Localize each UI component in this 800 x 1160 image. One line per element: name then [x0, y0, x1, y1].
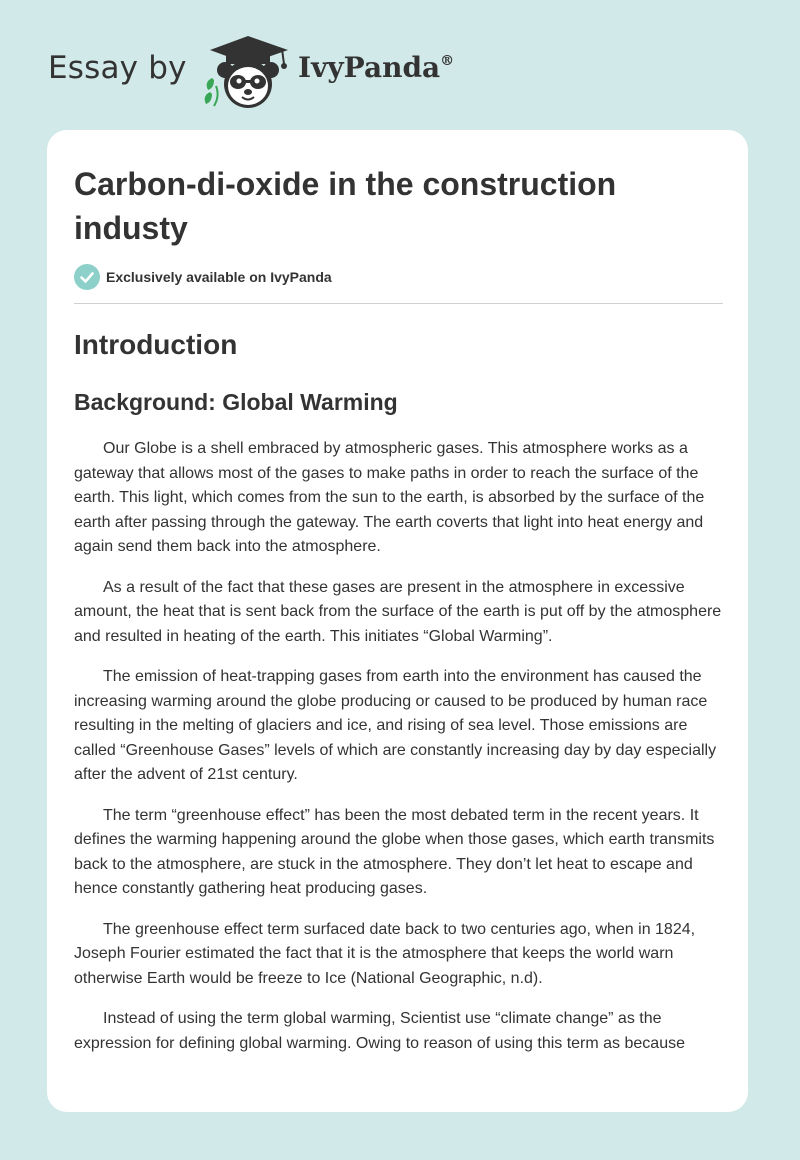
essay-body [74, 437, 724, 1072]
check-circle-icon [74, 264, 100, 290]
paragraph: Our Globe is a shell embraced by atmospheric gases. This atmosphere works as a gateway that allows most of the gases to make paths in order to reach the surface of the earth. This light, which comes from the sun to the earth, is absorbed by the surface of the earth after passing through the gateway. The earth coverts that light into heat energy and again send them back into the atmosphere. [74, 440, 705, 555]
registered-mark: ® [440, 53, 455, 69]
paragraph: The term “greenhouse effect” has been the most debated term in the recent years. It defines the warming happening around the globe when those gases, which earth transmits back to the atmosphere, are stuck in the atmosphere. They don’t let heat to escape and hence constantly gathering heat producing gases. [74, 806, 715, 897]
essay-by-label: Essay by [48, 50, 187, 86]
essay-card [47, 130, 748, 1112]
ivypanda-panda-icon [198, 34, 294, 110]
ivypanda-brand-name[interactable] [298, 51, 454, 84]
paragraph: As a result of the fact that these gases are present in the atmosphere in excessive amount, the heat that is sent back from the surface of the earth is put off by the atmosphere and resulted in heating of the earth. This initiates “Global Warming”. [74, 578, 722, 645]
title-divider [74, 303, 723, 304]
brand-text: IvyPanda [298, 51, 441, 84]
essay-title: Carbon-di-oxide in the construction industy [74, 166, 617, 246]
exclusive-badge [74, 264, 332, 290]
site-header [0, 0, 800, 130]
paragraph: The emission of heat-trapping gases from earth into the environment has caused the increasing warming around the globe producing or caused to be produced by human race resulting in the melting of glaciers and ice, and rising of sea level. Those emissions are called “Greenhouse Gases” levels of which are constantly increasing day by day especially after the advent of 21st century. [74, 668, 717, 783]
paragraph: Instead of using the term global warming, Scientist use “climate change” as the expression for defining global warming. Owing to reason of using this term as because [74, 1010, 685, 1052]
exclusive-label: Exclusively available on IvyPanda [106, 269, 332, 285]
section-heading: Introduction [74, 329, 238, 360]
paragraph: The greenhouse effect term surfaced date back to two centuries ago, when in 1824, Joseph Fourier estimated the fact that it is the atmosphere that keeps the world warn otherwise Earth would be freeze to Ice (National Geographic, n.d). [74, 920, 696, 987]
subsection-heading: Background: Global Warming [74, 389, 398, 415]
